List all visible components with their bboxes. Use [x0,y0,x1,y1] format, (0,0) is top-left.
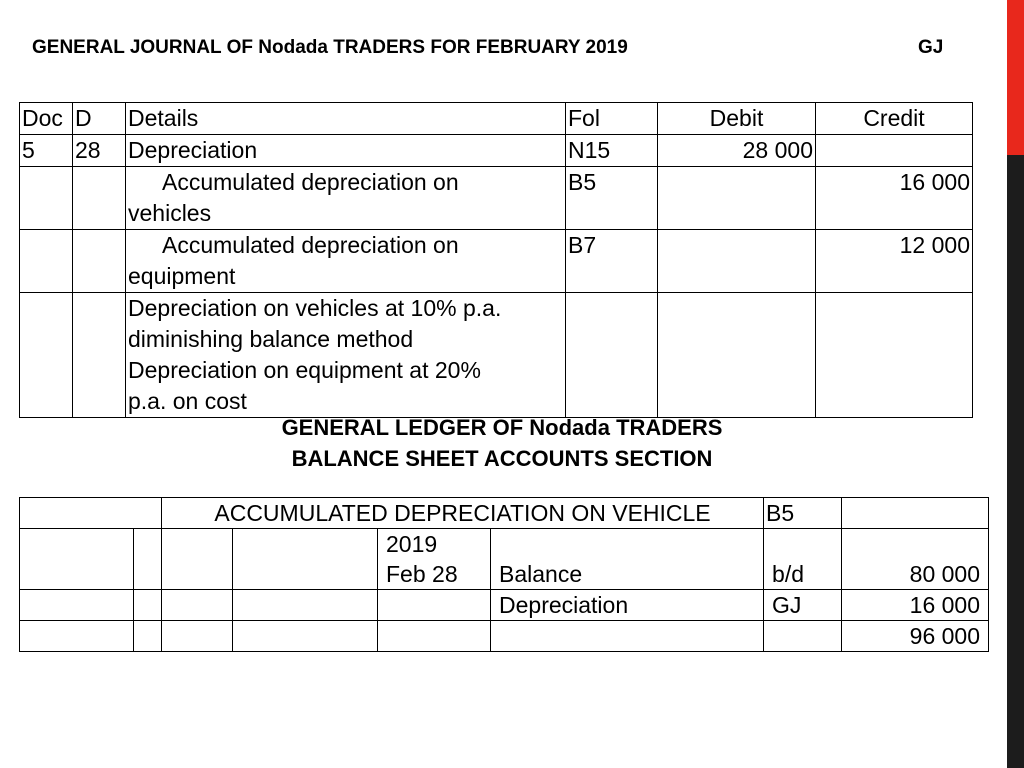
col-details-header: Details [126,103,566,135]
credit-amount-cell [842,529,989,590]
ledger-year: 2019 [386,531,438,557]
details-cell: Depreciation [126,135,566,167]
general-journal-table [19,102,973,418]
col-day-header: D [73,103,126,135]
debit-cell [658,293,816,418]
debit-date-cell [20,590,134,621]
dark-side-bar [1007,155,1024,768]
ledger-header-blank [842,498,989,529]
col-fol-header: Fol [566,103,658,135]
ledger-details: Balance [499,561,583,587]
ledger-date: Feb 28 [386,561,458,587]
details-line: Accumulated depreciation on [162,232,459,258]
credit-cell: 16 000 [816,167,973,230]
debit-amount-cell [233,621,378,652]
credit-cell [816,293,973,418]
credit-fol-cell [764,529,842,590]
doc-cell [20,293,73,418]
credit-fol-cell: GJ [764,590,842,621]
ledger-title: GENERAL LEDGER OF Nodada TRADERS [281,415,723,440]
debit-day-cell [134,621,162,652]
ledger-subtitle: BALANCE SHEET ACCOUNTS SECTION [291,446,713,471]
doc-cell [20,167,73,230]
ledger-account-table [19,497,989,652]
credit-details-cell: Depreciation [491,590,764,621]
ledger-row [20,590,989,621]
details-line: Accumulated depreciation on [162,169,459,195]
doc-cell: 5 [20,135,73,167]
col-credit-header: Credit [816,103,973,135]
journal-title: GENERAL JOURNAL OF Nodada TRADERS FOR FEBRUARY 2019 [32,37,628,58]
day-cell [73,167,126,230]
debit-details-cell [162,529,233,590]
fol-cell [566,293,658,418]
journal-row [20,230,973,293]
debit-amount-cell [233,529,378,590]
credit-details-cell [491,621,764,652]
credit-date-cell [378,590,491,621]
details-cell [126,167,566,230]
journal-code: GJ [918,37,944,58]
credit-details-cell [491,529,764,590]
credit-amount-cell: 16 000 [842,590,989,621]
narration-line: Depreciation on vehicles at 10% p.a. [128,295,502,321]
debit-cell [658,167,816,230]
narration-cell [126,293,566,418]
journal-row [20,135,973,167]
day-cell: 28 [73,135,126,167]
debit-cell [658,230,816,293]
debit-day-cell [134,590,162,621]
narration-line: diminishing balance method [128,326,414,352]
ledger-amount: 80 000 [909,561,981,587]
debit-cell: 28 000 [658,135,816,167]
day-cell [73,230,126,293]
red-accent-bar [1007,0,1024,155]
credit-fol-cell [764,621,842,652]
journal-header-row [20,103,973,135]
details-line: vehicles [128,200,212,226]
ledger-row [20,529,989,590]
debit-details-cell [162,590,233,621]
account-code: B5 [764,498,842,529]
fol-cell: N15 [566,135,658,167]
debit-amount-cell [233,590,378,621]
day-cell [73,293,126,418]
details-cell [126,230,566,293]
narration-line: Depreciation on equipment at 20% [128,357,481,383]
debit-details-cell [162,621,233,652]
ledger-header-blank [20,498,162,529]
fol-cell: B7 [566,230,658,293]
doc-cell [20,230,73,293]
journal-row [20,167,973,230]
journal-narration-row [20,293,973,418]
col-debit-header: Debit [658,103,816,135]
debit-date-cell [20,529,134,590]
credit-cell [816,135,973,167]
ledger-fol: b/d [772,561,805,587]
credit-date-cell [378,529,491,590]
debit-day-cell [134,529,162,590]
account-name: ACCUMULATED DEPRECIATION ON VEHICLE [162,498,764,529]
debit-date-cell [20,621,134,652]
details-line: equipment [128,263,236,289]
credit-cell: 12 000 [816,230,973,293]
ledger-header-row [20,498,989,529]
fol-cell: B5 [566,167,658,230]
col-doc-header: Doc [20,103,73,135]
credit-date-cell [378,621,491,652]
ledger-total-row [20,621,989,652]
ledger-total: 96 000 [842,621,989,652]
narration-line: p.a. on cost [128,388,247,414]
